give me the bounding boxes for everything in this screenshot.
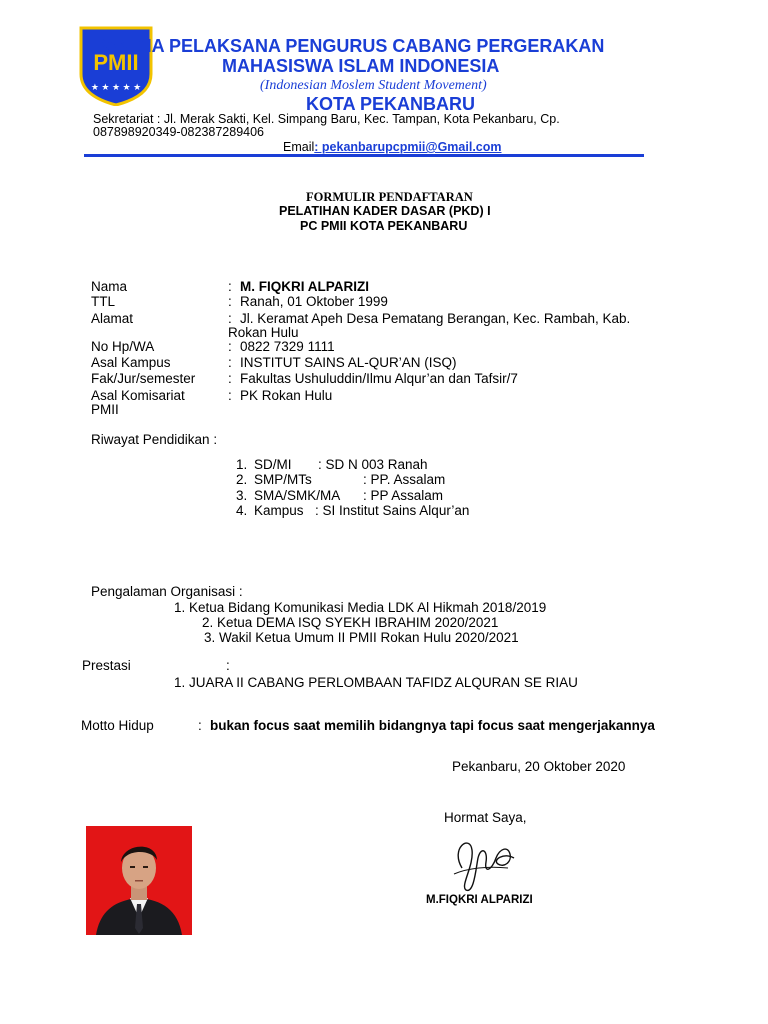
edu-level: SMP/MTs — [254, 472, 312, 487]
organization-item: 2. Ketua DEMA ISQ SYEKH IBRAHIM 2020/2021 — [202, 615, 499, 630]
header-email — [283, 140, 502, 154]
edu-school: : SI Institut Sains Alqur’an — [315, 503, 470, 518]
field-colon: : — [228, 388, 232, 403]
field-label-komisariat: Asal Komisariat — [91, 388, 185, 403]
field-label-alamat: Alamat — [91, 311, 134, 326]
header-line1: PANITIA PELAKSANA PENGURUS CABANG PERGERAKAN — [94, 36, 605, 56]
edu-level: SD/MI — [254, 457, 292, 472]
email-link[interactable]: : pekanbarupcpmii@Gmail.com — [314, 140, 502, 154]
header-divider — [84, 154, 644, 157]
field-value-hp: 0822 7329 1111 — [240, 339, 335, 354]
applicant-photo — [86, 826, 192, 935]
motto-value: bukan focus saat memilih bidangnya tapi focus saat mengerjakannya — [210, 718, 655, 733]
field-colon: : — [228, 371, 232, 386]
edu-school: : PP Assalam — [363, 488, 444, 503]
field-label-kampus: Asal Kampus — [91, 355, 171, 370]
edu-level: Kampus — [254, 503, 304, 518]
field-label-hp: No Hp/WA — [91, 339, 155, 354]
organization-item: 3. Wakil Ketua Umum II PMII Rokan Hulu 2020/2021 — [204, 630, 519, 645]
place-date: Pekanbaru, 20 Oktober 2020 — [452, 759, 626, 774]
edu-school: : SD N 003 Ranah — [318, 457, 428, 472]
organization-item: 1. Ketua Bidang Komunikasi Media LDK Al Hikmah 2018/2019 — [174, 600, 547, 615]
svg-text:★ ★ ★ ★ ★: ★ ★ ★ ★ ★ — [90, 82, 142, 92]
field-value-kampus: INSTITUT SAINS AL-QUR’AN (ISQ) — [240, 355, 457, 370]
field-value-alamat-cont: Rokan Hulu — [228, 325, 299, 340]
edu-school: : PP. Assalam — [363, 472, 446, 487]
header-address1: Sekretariat : Jl. Merak Sakti, Kel. Simpang Baru, Kec. Tampan, Kota Pekanbaru, Cp. — [93, 112, 560, 126]
achievement-colon: : — [226, 658, 230, 673]
form-title-line3: PC PMII KOTA PEKANBARU — [300, 219, 468, 233]
edu-num: 4. — [236, 503, 248, 518]
closing-greeting: Hormat Saya, — [444, 810, 527, 825]
field-label-komisariat-cont: PMII — [91, 402, 119, 417]
field-colon: : — [228, 311, 232, 326]
header-line3: (Indonesian Moslem Student Movement) — [260, 78, 487, 93]
field-value-nama: M. FIQKRI ALPARIZI — [240, 279, 369, 294]
field-value-alamat: Jl. Keramat Apeh Desa Pematang Berangan, Kec. Rambah, Kab. — [240, 311, 631, 326]
header-address2: 087898920349-082387289406 — [93, 125, 265, 139]
field-colon: : — [228, 279, 232, 294]
field-label-ttl: TTL — [91, 294, 116, 309]
field-value-ttl: Ranah, 01 Oktober 1999 — [240, 294, 388, 309]
edu-num: 3. — [236, 488, 248, 503]
logo-text: PMII — [93, 50, 139, 75]
field-colon: : — [228, 355, 232, 370]
field-colon: : — [228, 339, 232, 354]
achievement-heading: Prestasi — [82, 658, 131, 673]
field-label-fakultas: Fak/Jur/semester — [91, 371, 196, 386]
field-label-nama: Nama — [91, 279, 128, 294]
edu-num: 2. — [236, 472, 248, 487]
header-line4: KOTA PEKANBARU — [306, 94, 475, 114]
form-title-line2: PELATIHAN KADER DASAR (PKD) I — [279, 204, 491, 218]
signature — [448, 828, 520, 894]
field-colon: : — [228, 294, 232, 309]
field-value-fakultas: Fakultas Ushuluddin/Ilmu Alqur’an dan Tafsir/7 — [240, 371, 518, 386]
education-heading: Riwayat Pendidikan : — [91, 432, 218, 447]
field-value-komisariat: PK Rokan Hulu — [240, 388, 333, 403]
organization-heading: Pengalaman Organisasi : — [91, 584, 243, 599]
form-title-line1: FORMULIR PENDAFTARAN — [306, 190, 473, 204]
edu-level: SMA/SMK/MA — [254, 488, 341, 503]
achievement-item: 1. JUARA II CABANG PERLOMBAAN TAFIDZ ALQURAN SE RIAU — [174, 675, 578, 690]
motto-colon: : — [198, 718, 202, 733]
header-line2: MAHASISWA ISLAM INDONESIA — [222, 56, 500, 76]
motto-label: Motto Hidup — [81, 718, 154, 733]
signer-name: M.FIQKRI ALPARIZI — [426, 894, 533, 906]
edu-num: 1. — [236, 457, 248, 472]
email-label: Email — [283, 140, 315, 154]
